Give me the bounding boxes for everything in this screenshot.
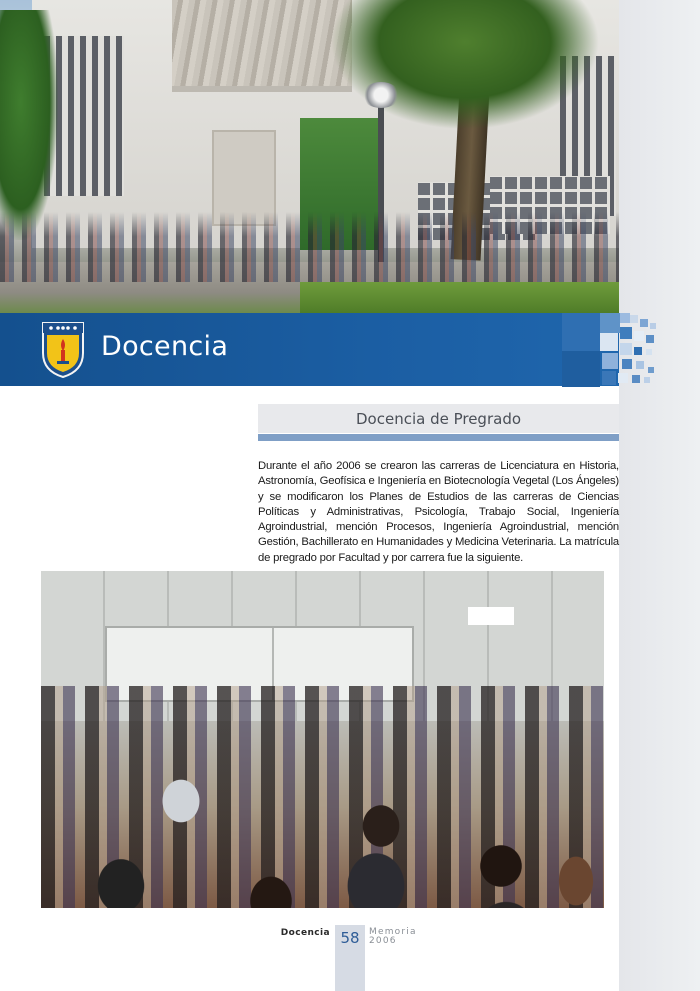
footer-section-label: Docencia xyxy=(280,928,330,938)
body-paragraph: Durante el año 2006 se crearon las carreras de Licenciatura en Historia, Astronomía, Geofísica e Ingeniería en Biotecnología Vegetal (Los Ángeles) y se modificaron los Planes de Estudios de las carreras de Ciencias Políticas y Administrativas, Psicología, Trabajo Social, Ingeniería Agroindustrial, mención Procesos, Ingeniería Agroindustrial, mención Gestión, Bachillerato en Humanidades y Medicina Veterinaria. La matrícula de pregrado por Facultad y por carrera fue la siguiente. xyxy=(258,460,619,564)
lawn xyxy=(300,282,619,313)
classroom-window xyxy=(468,607,514,625)
section-banner xyxy=(0,313,619,386)
footer-publication-year: 2006 xyxy=(369,936,397,946)
university-crest-icon xyxy=(41,321,85,379)
subsection-title: Docencia de Pregrado xyxy=(355,410,522,428)
right-margin-strip xyxy=(619,0,700,991)
students-in-class xyxy=(41,686,604,908)
subsection-rule xyxy=(258,434,619,441)
palm-crown xyxy=(330,0,600,130)
page-number: 58 xyxy=(340,929,360,947)
classroom-photo xyxy=(41,571,604,908)
section-title: Docencia xyxy=(101,331,229,362)
pixel-mosaic-decoration xyxy=(562,313,662,388)
subsection-header xyxy=(258,404,619,433)
footer-publication-title: Memoria xyxy=(369,927,417,937)
footer-publication xyxy=(369,928,417,946)
students-crowd xyxy=(0,212,619,282)
campus-photo xyxy=(0,0,619,313)
tree-left xyxy=(0,10,58,240)
relief-frieze xyxy=(172,0,352,92)
street-lamp-head xyxy=(362,82,400,108)
